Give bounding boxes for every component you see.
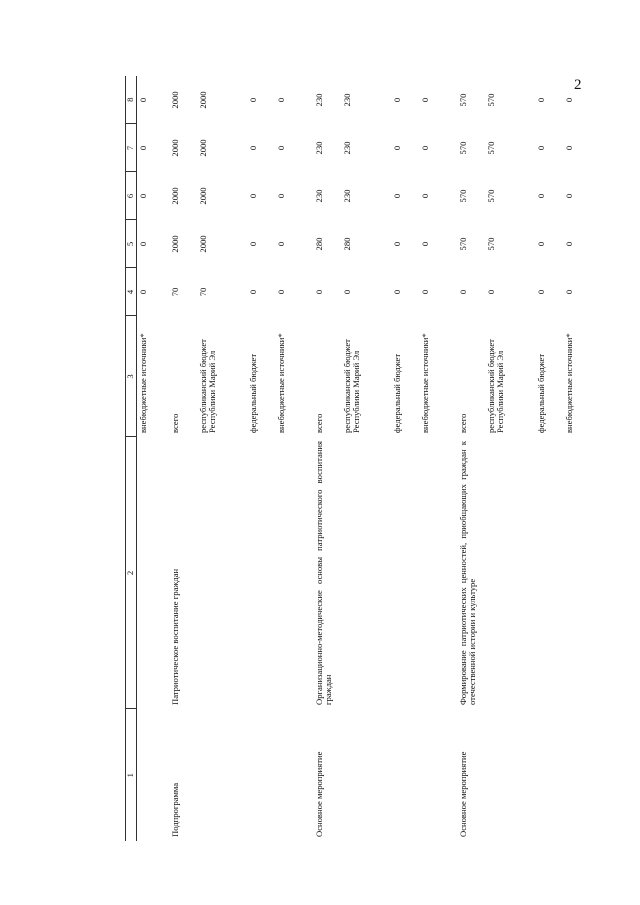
amount-cell: 0 [138, 241, 148, 247]
amount-cell: 0 [535, 241, 546, 247]
measure-name-cell: Патриотическое воспитание граждан [169, 568, 180, 705]
measure-type-cell [485, 709, 535, 841]
amount-cell: 570 [485, 93, 496, 107]
amount-cell: 2000 [197, 187, 208, 205]
table-row [275, 76, 313, 841]
column-number: 3 [126, 316, 137, 437]
rotated-table-frame [125, 76, 574, 841]
measure-type-cell [197, 709, 247, 841]
amount-cell: 0 [535, 193, 546, 199]
amount-cell: 0 [138, 97, 148, 103]
amount-cell: 0 [247, 193, 258, 199]
amount-cell: 0 [563, 97, 574, 103]
funding-source-cell: внебюджетные источники* [275, 333, 286, 433]
amount-cell: 0 [563, 145, 574, 151]
table-body [137, 76, 599, 841]
amount-cell: 0 [391, 289, 402, 295]
column-number: 7 [126, 124, 137, 172]
measure-name-cell [535, 437, 563, 709]
funding-source-cell: всего [313, 413, 324, 433]
table-row [197, 76, 247, 841]
measure-name-cell [419, 437, 457, 709]
measure-type-cell: Подпрограмма [169, 782, 180, 837]
amount-cell: 0 [391, 193, 402, 199]
amount-cell: 570 [457, 237, 468, 251]
measure-type-cell: Основное мероприятие [313, 751, 324, 837]
funding-source-cell: всего [169, 413, 180, 433]
measure-type-cell [563, 709, 599, 841]
amount-cell: 230 [313, 141, 324, 155]
measure-type-cell [137, 709, 169, 841]
amount-cell: 0 [391, 97, 402, 103]
amount-cell: 0 [391, 145, 402, 151]
amount-cell: 0 [563, 193, 574, 199]
amount-cell: 230 [341, 141, 352, 155]
column-number: 6 [126, 172, 137, 220]
funding-source-cell: федеральный бюджет [391, 353, 402, 433]
measure-type-cell [391, 709, 419, 841]
amount-cell: 0 [535, 289, 546, 295]
measure-name-cell: Формирование патриотических ценностей, приобщающих граждан к отечественной истории и культуре [457, 441, 478, 705]
table-row [563, 76, 599, 841]
measure-name-cell [247, 437, 275, 709]
table-row [485, 76, 535, 841]
amount-cell: 280 [341, 237, 352, 251]
amount-cell: 2000 [197, 235, 208, 253]
funding-source-cell: внебюджетные источники* [419, 333, 430, 433]
amount-cell: 0 [457, 289, 468, 295]
column-number: 2 [126, 437, 137, 709]
measure-name-cell [485, 437, 535, 709]
measure-type-cell [247, 709, 275, 841]
amount-cell: 570 [485, 189, 496, 203]
amount-cell: 2000 [197, 139, 208, 157]
amount-cell: 0 [419, 193, 430, 199]
amount-cell: 0 [138, 193, 148, 199]
measure-type-cell [535, 709, 563, 841]
amount-cell: 570 [485, 237, 496, 251]
measure-name-cell: Организационно-методические основы патриотического воспитания граждан [313, 441, 334, 705]
funding-source-cell: республиканский бюджет Республики Марий Эл [485, 339, 506, 433]
amount-cell: 0 [275, 193, 286, 199]
amount-cell: 570 [485, 141, 496, 155]
amount-cell: 230 [313, 93, 324, 107]
amount-cell: 570 [457, 189, 468, 203]
measure-type-cell [419, 709, 457, 841]
funding-source-cell: республиканский бюджет Республики Марий Эл [341, 339, 362, 433]
amount-cell: 0 [247, 289, 258, 295]
funding-source-cell: всего [457, 413, 468, 433]
amount-cell: 0 [275, 97, 286, 103]
financing-table [125, 76, 599, 841]
table-row [137, 76, 169, 841]
amount-cell: 0 [275, 241, 286, 247]
amount-cell: 0 [419, 241, 430, 247]
amount-cell: 570 [457, 93, 468, 107]
amount-cell: 0 [275, 145, 286, 151]
amount-cell: 2000 [169, 187, 180, 205]
amount-cell: 0 [275, 289, 286, 295]
measure-name-cell [137, 437, 169, 709]
amount-cell: 2000 [169, 91, 180, 109]
amount-cell: 0 [563, 289, 574, 295]
amount-cell: 0 [138, 145, 148, 151]
column-number: 5 [126, 220, 137, 268]
amount-cell: 0 [247, 145, 258, 151]
funding-source-cell: федеральный бюджет [535, 353, 546, 433]
amount-cell: 70 [197, 287, 208, 297]
amount-cell: 0 [138, 289, 148, 295]
amount-cell: 0 [419, 97, 430, 103]
funding-source-cell: внебюджетные источники* [563, 333, 574, 433]
funding-source-cell: федеральный бюджет [247, 353, 258, 433]
table-row [457, 76, 485, 841]
measure-type-cell [341, 709, 391, 841]
funding-source-cell: республиканский бюджет Республики Марий Эл [197, 339, 218, 433]
table-row [419, 76, 457, 841]
measure-name-cell [341, 437, 391, 709]
amount-cell: 2000 [169, 139, 180, 157]
amount-cell: 2000 [169, 235, 180, 253]
amount-cell: 0 [341, 289, 352, 295]
amount-cell: 2000 [197, 91, 208, 109]
amount-cell: 0 [391, 241, 402, 247]
measure-name-cell [563, 437, 599, 709]
table-row [535, 76, 563, 841]
column-number: 1 [126, 709, 137, 841]
amount-cell: 0 [485, 289, 496, 295]
table-row [313, 76, 341, 841]
table-row [169, 76, 197, 841]
amount-cell: 230 [341, 189, 352, 203]
table-row [247, 76, 275, 841]
table-row [391, 76, 419, 841]
column-number: 8 [126, 76, 137, 124]
column-number: 4 [126, 268, 137, 316]
amount-cell: 0 [247, 241, 258, 247]
measure-name-cell [197, 437, 247, 709]
amount-cell: 0 [419, 289, 430, 295]
amount-cell: 0 [535, 97, 546, 103]
measure-type-cell [275, 709, 313, 841]
column-number-row [126, 76, 137, 841]
amount-cell: 0 [313, 289, 324, 295]
amount-cell: 0 [563, 241, 574, 247]
amount-cell: 280 [313, 237, 324, 251]
amount-cell: 230 [313, 189, 324, 203]
amount-cell: 70 [169, 287, 180, 297]
amount-cell: 0 [535, 145, 546, 151]
amount-cell: 0 [419, 145, 430, 151]
measure-name-cell [391, 437, 419, 709]
amount-cell: 570 [457, 141, 468, 155]
measure-name-cell [275, 437, 313, 709]
funding-source-cell: внебюджетные источники* [138, 333, 148, 433]
amount-cell: 0 [247, 97, 258, 103]
page-number: 2 [574, 77, 582, 93]
amount-cell: 230 [341, 93, 352, 107]
measure-type-cell: Основное мероприятие [457, 751, 468, 837]
table-row [341, 76, 391, 841]
